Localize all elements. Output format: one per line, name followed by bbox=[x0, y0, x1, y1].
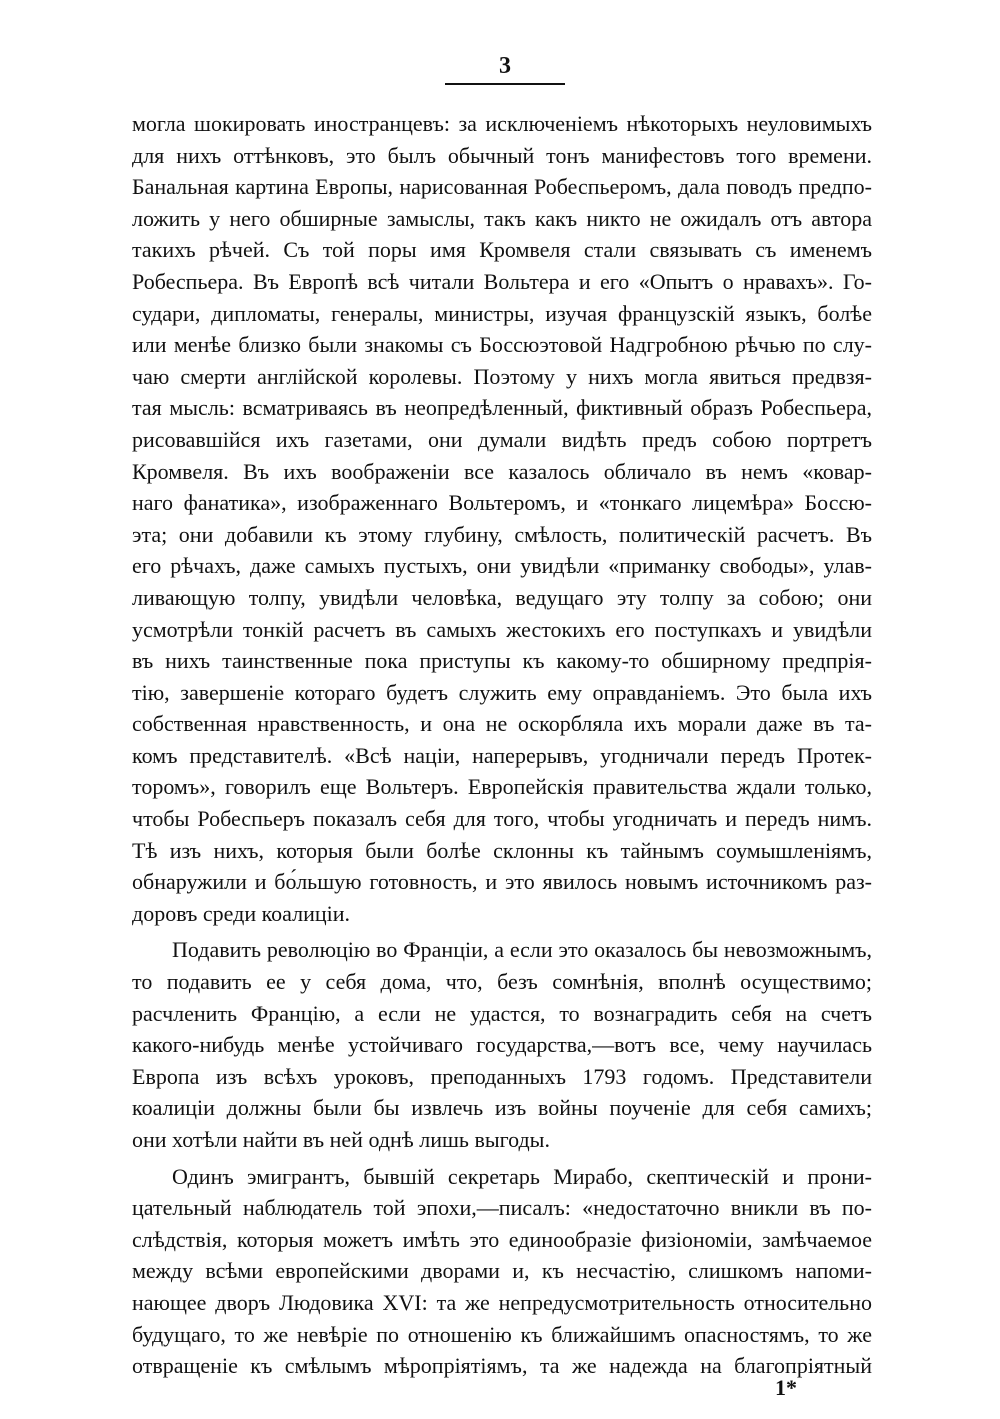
text-line: наго фанатика», изображеннаго Вольтеромъ, и «тонкаго лицемѣра» Боссю- bbox=[132, 490, 872, 516]
text-line: комъ представителѣ. «Всѣ націи, наперерывъ, угодничали передъ Протек- bbox=[132, 742, 872, 768]
text-line: Кромвеля. Въ ихъ воображеніи все казалось обличало въ немъ «ковар- bbox=[132, 458, 872, 484]
body-text bbox=[132, 108, 872, 1382]
text-line: Робеспьера. Въ Европѣ всѣ читали Вольтера и его «Опытъ о нравахъ». Го- bbox=[132, 268, 872, 294]
text-line: рисовавшійся ихъ газетами, они думали видѣть предъ собою портретъ bbox=[132, 426, 872, 452]
text-line: для нихъ оттѣнковъ, это былъ обычный тонъ манифестовъ того времени. bbox=[132, 142, 872, 168]
text-line: Подавить революцію во Франціи, а если это оказалось бы невозможнымъ, bbox=[172, 937, 872, 963]
text-line: ложить у него обширные замыслы, такъ какъ никто не ожидалъ отъ автора bbox=[132, 205, 872, 231]
header-rule bbox=[445, 83, 565, 85]
text-line: его рѣчахъ, даже самыхъ пустыхъ, они увидѣли «приманку свободы», улав- bbox=[132, 553, 872, 579]
text-line: усмотрѣли тонкій расчетъ въ самыхъ жестокихъ его поступкахъ и увидѣли bbox=[132, 616, 872, 642]
text-line: обнаружили и бо́льшую готовность, и это явилось новымъ источникомъ раз- bbox=[132, 869, 872, 895]
text-line: ливающую толпу, увидѣли человѣка, ведущаго эту толпу за собою; они bbox=[132, 584, 872, 610]
text-line: нающее дворъ Людовика XVI: та же непредусмотрительность относительно bbox=[132, 1289, 872, 1315]
text-line: будущаго, то же невѣріе по отношенію къ ближайшимъ опасностямъ, то же bbox=[132, 1321, 872, 1347]
text-line: Европа изъ всѣхъ уроковъ, преподанныхъ 1793 годомъ. Представители bbox=[132, 1063, 872, 1089]
paragraph-1 bbox=[132, 108, 872, 929]
text-line: тію, завершеніе котораго будетъ служить ему оправданіемъ. Это была ихъ bbox=[132, 679, 872, 705]
text-line: какого-нибудь менѣе устойчиваго государства,—вотъ все, чему научилась bbox=[132, 1032, 872, 1058]
text-line: судари, дипломаты, генералы, министры, изучая французскій языкъ, болѣе bbox=[132, 300, 872, 326]
text-line: цательный наблюдатель той эпохи,—писалъ: «недостаточно вникли въ по- bbox=[132, 1195, 872, 1221]
text-line: они хотѣли найти въ ней однѣ лишь выгоды. bbox=[132, 1127, 550, 1152]
printer-signature-mark: 1* bbox=[775, 1375, 797, 1400]
text-line: коалиціи должны были бы извлечь изъ войны поученіе для себя самихъ; bbox=[132, 1095, 872, 1121]
text-line: эта; они добавили къ этому глубину, смѣлость, политическій расчетъ. Въ bbox=[132, 521, 872, 547]
paragraph-3 bbox=[132, 1161, 872, 1382]
text-line: собственная нравственность, и она не оскорбляла ихъ морали даже въ та- bbox=[132, 711, 872, 737]
text-line: чаю смерти англійской королевы. Поэтому у нихъ могла явиться предвзя- bbox=[132, 363, 872, 389]
text-line: между всѣми европейскими дворами и, къ несчастію, слишкомъ напоми- bbox=[132, 1258, 872, 1284]
paragraph-2 bbox=[132, 934, 872, 1155]
text-line: торомъ», говорилъ еще Вольтеръ. Европейскія правительства ждали только, bbox=[132, 774, 872, 800]
text-line: въ нихъ таинственные пока приступы къ какому-то обширному предпрія- bbox=[132, 648, 872, 674]
text-line: отвращеніе къ смѣлымъ мѣропріятіямъ, та же надежда на благопріятный bbox=[132, 1353, 872, 1379]
page-number: 3 bbox=[499, 53, 511, 79]
text-line: то подавить ее у себя дома, что, безъ сомнѣнія, вполнѣ осуществимо; bbox=[132, 969, 872, 995]
text-line: такихъ рѣчей. Съ той поры имя Кромвеля стали связывать съ именемъ bbox=[132, 237, 872, 263]
text-line: расчленить Францію, а если не удастся, то вознаградить себя на счетъ bbox=[132, 1000, 872, 1026]
text-line: доровъ среди коалиціи. bbox=[132, 900, 351, 926]
text-line: Тѣ изъ нихъ, которыя были болѣе склонны къ тайнымъ соумышленіямъ, bbox=[132, 837, 872, 863]
text-line: Банальная картина Европы, нарисованная Робеспьеромъ, дала поводъ предпо- bbox=[132, 174, 872, 200]
text-line: слѣдствія, которыя можетъ имѣть это единообразіе физіономіи, замѣчаемое bbox=[132, 1226, 872, 1252]
text-line: тая мысль: всматриваясь въ неопредѣленный, фиктивный образъ Робеспьера, bbox=[132, 395, 872, 421]
text-line: чтобы Робеспьеръ показалъ себя для того, чтобы угодничать и передъ нимъ. bbox=[132, 806, 872, 832]
text-line: Одинъ эмигрантъ, бывшій секретарь Мирабо, скептическій и прони- bbox=[172, 1163, 872, 1189]
text-line: или менѣе близко были знакомы съ Боссюэтовой Надгробною рѣчью по слу- bbox=[132, 332, 872, 358]
text-line: могла шокировать иностранцевъ: за исключеніемъ нѣкоторыхъ неуловимыхъ bbox=[132, 111, 872, 136]
